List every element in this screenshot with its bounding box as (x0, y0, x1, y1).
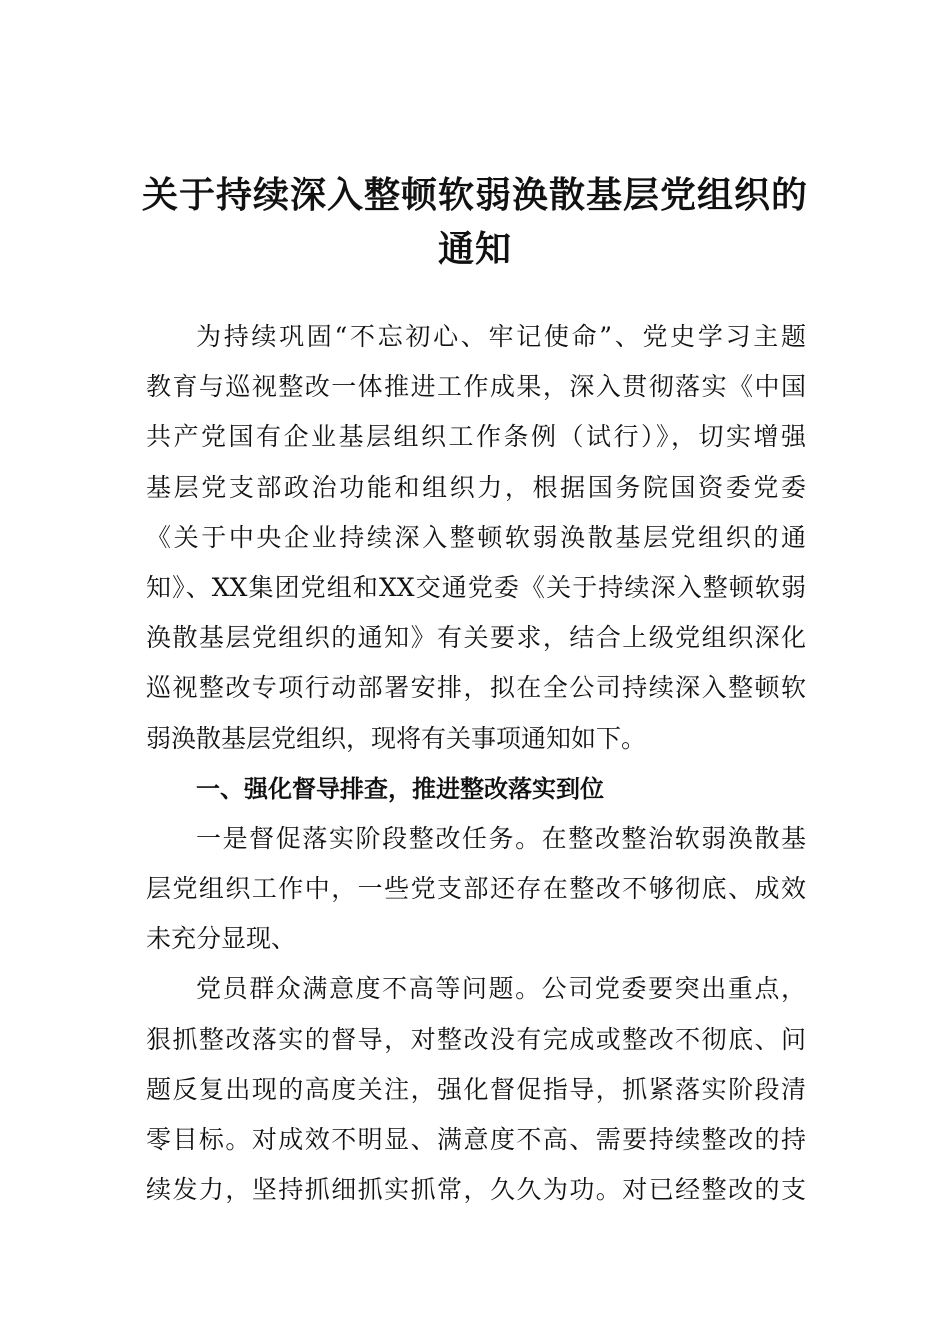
paragraph-3-line: 续发力，坚持抓细抓实抓常，久久为功。对已经整改的支 (146, 1175, 806, 1205)
paragraph-2-line: 一是督促落实阶段整改任务。在整改整治软弱涣散基 (196, 823, 806, 853)
paragraph-1-line: 巡视整改专项行动部署安排，拟在全公司持续深入整顿软 (146, 673, 806, 703)
paragraph-1-line: 涣散基层党组织的通知》有关要求，结合上级党组织深化 (146, 623, 806, 653)
document-title-line-2: 通知 (437, 228, 512, 270)
paragraph-1-line: 共产党国有企业基层组织工作条例（试行）》，切实增强 (146, 422, 806, 452)
document-title-line-1: 关于持续深入整顿软弱涣散基层党组织的 (141, 174, 808, 216)
paragraph-1-line: 《关于中央企业持续深入整顿软弱涣散基层党组织的通 (146, 522, 806, 552)
paragraph-3-line: 狠抓整改落实的督导，对整改没有完成或整改不彻底、问 (146, 1024, 806, 1054)
paragraph-1-line: 教育与巡视整改一体推进工作成果，深入贯彻落实《中国 (146, 372, 806, 402)
paragraph-1-line: 基层党支部政治功能和组织力，根据国务院国资委党委 (146, 472, 806, 502)
section-1-heading: 一、强化督导排查，推进整改落实到位 (196, 774, 604, 803)
paragraph-3-line: 党员群众满意度不高等问题。公司党委要突出重点， (196, 974, 806, 1004)
paragraph-2-line: 未充分显现、 (146, 924, 297, 954)
paragraph-1-line: 知》、XX集团党组和XX交通党委《关于持续深入整顿软弱 (146, 572, 806, 602)
paragraph-1-line: 为持续巩固“不忘初心、牢记使命”、党史学习主题 (196, 322, 806, 351)
document-body (146, 312, 806, 1215)
paragraph-2-line: 层党组织工作中，一些党支部还存在整改不够彻底、成效 (146, 874, 806, 904)
paragraph-3-line: 零目标。对成效不明显、满意度不高、需要持续整改的持 (146, 1125, 806, 1154)
paragraph-1-line: 弱涣散基层党组织，现将有关事项通知如下。 (146, 723, 647, 753)
paragraph-3-line: 题反复出现的高度关注，强化督促指导，抓紧落实阶段清 (146, 1074, 806, 1104)
